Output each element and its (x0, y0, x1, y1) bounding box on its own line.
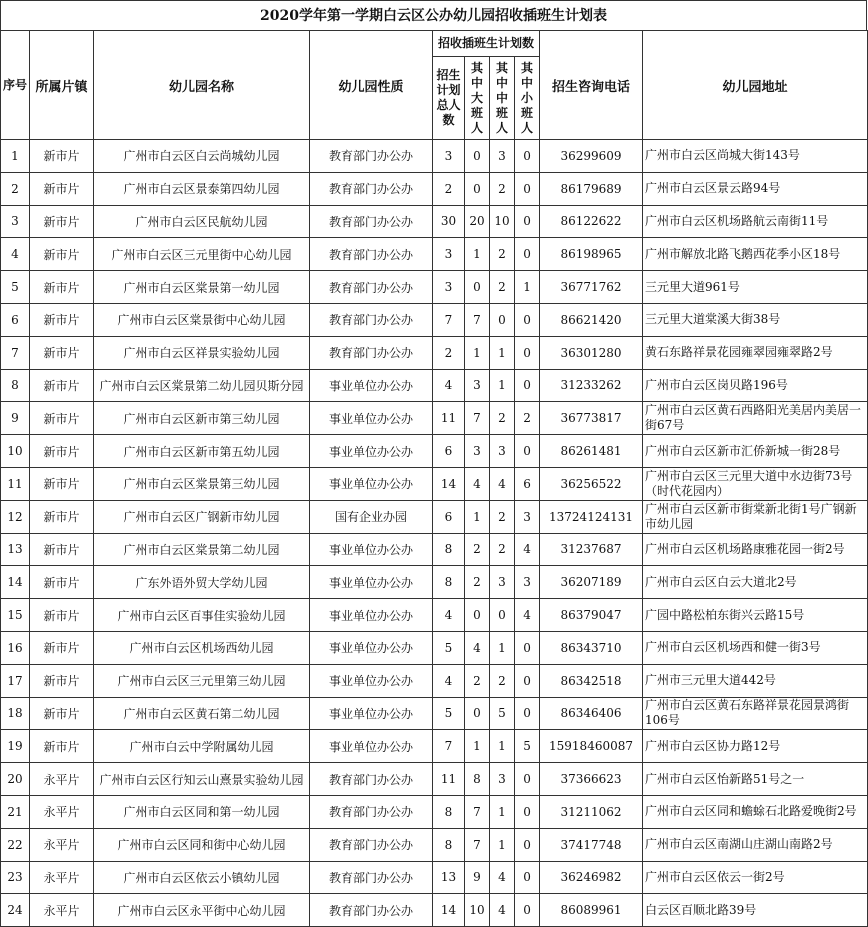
cell-nature: 事业单位办公办 (310, 402, 433, 435)
cell-name: 广东外语外贸大学幼儿园 (94, 566, 310, 599)
cell-name: 广州市白云区棠景第一幼儿园 (94, 271, 310, 304)
cell-nature: 教育部门办公办 (310, 140, 433, 173)
cell-seq: 21 (1, 795, 30, 828)
cell-small: 0 (515, 828, 540, 861)
cell-nature: 教育部门办公办 (310, 303, 433, 336)
header-total: 招生计划总人数 (433, 57, 465, 140)
cell-phone: 36299609 (540, 140, 643, 173)
cell-name: 广州市白云区黄石第二幼儿园 (94, 697, 310, 730)
cell-mid: 1 (490, 730, 515, 763)
cell-nature: 教育部门办公办 (310, 172, 433, 205)
header-mid: 其中中班人 (490, 57, 515, 140)
cell-mid: 5 (490, 697, 515, 730)
cell-big: 7 (465, 828, 490, 861)
cell-total: 7 (433, 730, 465, 763)
cell-name: 广州市白云区棠景第二幼儿园 (94, 533, 310, 566)
cell-name: 广州市白云区依云小镇幼儿园 (94, 861, 310, 894)
cell-seq: 4 (1, 238, 30, 271)
cell-small: 4 (515, 533, 540, 566)
cell-address: 广州市解放北路飞鹅西花季小区18号 (643, 238, 868, 271)
cell-seq: 14 (1, 566, 30, 599)
cell-name: 广州市白云区同和街中心幼儿园 (94, 828, 310, 861)
cell-small: 0 (515, 303, 540, 336)
cell-nature: 事业单位办公办 (310, 369, 433, 402)
cell-town: 永平片 (30, 795, 94, 828)
cell-total: 5 (433, 697, 465, 730)
cell-total: 14 (433, 894, 465, 927)
cell-seq: 3 (1, 205, 30, 238)
cell-phone: 31237687 (540, 533, 643, 566)
cell-town: 新市片 (30, 172, 94, 205)
cell-nature: 教育部门办公办 (310, 795, 433, 828)
cell-mid: 2 (490, 664, 515, 697)
cell-name: 广州市白云区景泰第四幼儿园 (94, 172, 310, 205)
cell-seq: 16 (1, 631, 30, 664)
cell-address: 广州市白云区机场路航云南街11号 (643, 205, 868, 238)
cell-mid: 3 (490, 140, 515, 173)
cell-seq: 9 (1, 402, 30, 435)
cell-mid: 2 (490, 271, 515, 304)
cell-phone: 86379047 (540, 599, 643, 632)
cell-town: 永平片 (30, 763, 94, 796)
cell-big: 9 (465, 861, 490, 894)
cell-big: 1 (465, 730, 490, 763)
cell-mid: 10 (490, 205, 515, 238)
cell-name: 广州市白云区新市第五幼儿园 (94, 435, 310, 468)
cell-phone: 37366623 (540, 763, 643, 796)
cell-address: 广州市白云区尚城大街143号 (643, 140, 868, 173)
table-row (1, 828, 868, 861)
table-row (1, 763, 868, 796)
cell-name: 广州市白云区棠景第三幼儿园 (94, 467, 310, 500)
cell-mid: 2 (490, 238, 515, 271)
cell-small: 2 (515, 402, 540, 435)
cell-name: 广州市白云区机场西幼儿园 (94, 631, 310, 664)
table-row (1, 369, 868, 402)
cell-address: 广州市白云区黄石东路祥景花园景鸿街106号 (643, 697, 868, 730)
cell-big: 20 (465, 205, 490, 238)
cell-total: 13 (433, 861, 465, 894)
table-row (1, 697, 868, 730)
cell-small: 0 (515, 795, 540, 828)
cell-big: 0 (465, 599, 490, 632)
cell-town: 新市片 (30, 271, 94, 304)
cell-phone: 86343710 (540, 631, 643, 664)
header-address: 幼儿园地址 (643, 31, 868, 140)
cell-total: 6 (433, 500, 465, 533)
cell-address: 广州市白云区协力路12号 (643, 730, 868, 763)
cell-town: 新市片 (30, 205, 94, 238)
cell-phone: 86261481 (540, 435, 643, 468)
cell-name: 广州市白云区永平街中心幼儿园 (94, 894, 310, 927)
cell-mid: 1 (490, 369, 515, 402)
cell-nature: 事业单位办公办 (310, 664, 433, 697)
cell-seq: 22 (1, 828, 30, 861)
cell-phone: 86179689 (540, 172, 643, 205)
cell-big: 0 (465, 140, 490, 173)
cell-name: 广州市白云区新市第三幼儿园 (94, 402, 310, 435)
cell-nature: 事业单位办公办 (310, 631, 433, 664)
cell-name: 广州市白云区民航幼儿园 (94, 205, 310, 238)
table-row (1, 566, 868, 599)
cell-mid: 0 (490, 599, 515, 632)
cell-phone: 86198965 (540, 238, 643, 271)
cell-small: 0 (515, 172, 540, 205)
cell-phone: 86346406 (540, 697, 643, 730)
cell-nature: 国有企业办园 (310, 500, 433, 533)
cell-town: 新市片 (30, 631, 94, 664)
cell-town: 新市片 (30, 303, 94, 336)
cell-town: 永平片 (30, 828, 94, 861)
cell-address: 黄石东路祥景花园雍翠园雍翠路2号 (643, 336, 868, 369)
cell-big: 0 (465, 172, 490, 205)
header-small: 其中小班人 (515, 57, 540, 140)
cell-address: 三元里大道961号 (643, 271, 868, 304)
table-row (1, 140, 868, 173)
cell-total: 14 (433, 467, 465, 500)
cell-total: 3 (433, 140, 465, 173)
cell-phone: 31211062 (540, 795, 643, 828)
header-town: 所属片镇 (30, 31, 94, 140)
cell-nature: 教育部门办公办 (310, 238, 433, 271)
cell-mid: 1 (490, 795, 515, 828)
cell-seq: 7 (1, 336, 30, 369)
cell-phone: 31233262 (540, 369, 643, 402)
header-seq: 序号 (1, 31, 30, 140)
cell-total: 8 (433, 828, 465, 861)
cell-nature: 教育部门办公办 (310, 763, 433, 796)
cell-seq: 20 (1, 763, 30, 796)
cell-total: 11 (433, 402, 465, 435)
cell-small: 0 (515, 238, 540, 271)
cell-total: 4 (433, 599, 465, 632)
cell-phone: 86342518 (540, 664, 643, 697)
cell-seq: 17 (1, 664, 30, 697)
cell-name: 广州市白云区行知云山熹景实验幼儿园 (94, 763, 310, 796)
cell-mid: 3 (490, 566, 515, 599)
cell-name: 广州市白云中学附属幼儿园 (94, 730, 310, 763)
cell-seq: 13 (1, 533, 30, 566)
cell-nature: 事业单位办公办 (310, 599, 433, 632)
cell-seq: 2 (1, 172, 30, 205)
cell-big: 4 (465, 467, 490, 500)
cell-address: 广州市白云区三元里大道中水边街73号（时代花园内） (643, 467, 868, 500)
cell-mid: 1 (490, 631, 515, 664)
cell-nature: 事业单位办公办 (310, 697, 433, 730)
cell-total: 11 (433, 763, 465, 796)
cell-address: 广州市白云区白云大道北2号 (643, 566, 868, 599)
cell-mid: 0 (490, 303, 515, 336)
cell-seq: 15 (1, 599, 30, 632)
cell-address: 广州市白云区怡新路51号之一 (643, 763, 868, 796)
cell-nature: 事业单位办公办 (310, 730, 433, 763)
cell-name: 广州市白云区三元里街中心幼儿园 (94, 238, 310, 271)
cell-small: 3 (515, 566, 540, 599)
cell-town: 新市片 (30, 500, 94, 533)
cell-phone: 86089961 (540, 894, 643, 927)
cell-seq: 5 (1, 271, 30, 304)
cell-address: 广州市白云区岗贝路196号 (643, 369, 868, 402)
cell-town: 新市片 (30, 533, 94, 566)
cell-total: 4 (433, 369, 465, 402)
cell-big: 1 (465, 336, 490, 369)
table-row (1, 730, 868, 763)
cell-phone: 86122622 (540, 205, 643, 238)
cell-address: 广州市白云区南湖山庄湖山南路2号 (643, 828, 868, 861)
cell-seq: 11 (1, 467, 30, 500)
cell-small: 0 (515, 205, 540, 238)
cell-town: 新市片 (30, 730, 94, 763)
cell-small: 0 (515, 369, 540, 402)
cell-mid: 2 (490, 500, 515, 533)
table-row (1, 894, 868, 927)
table-row (1, 599, 868, 632)
cell-phone: 13724124131 (540, 500, 643, 533)
cell-big: 3 (465, 369, 490, 402)
cell-big: 0 (465, 697, 490, 730)
header-big: 其中大班人 (465, 57, 490, 140)
cell-phone: 36301280 (540, 336, 643, 369)
cell-small: 0 (515, 861, 540, 894)
table-row (1, 500, 868, 533)
cell-town: 新市片 (30, 599, 94, 632)
cell-nature: 教育部门办公办 (310, 861, 433, 894)
cell-nature: 事业单位办公办 (310, 566, 433, 599)
cell-mid: 2 (490, 172, 515, 205)
table-row (1, 303, 868, 336)
cell-phone: 36207189 (540, 566, 643, 599)
cell-total: 2 (433, 336, 465, 369)
cell-address: 广州市白云区景云路94号 (643, 172, 868, 205)
cell-town: 新市片 (30, 664, 94, 697)
cell-mid: 4 (490, 861, 515, 894)
cell-mid: 2 (490, 533, 515, 566)
cell-address: 广州市白云区同和蟾蜍石北路爱晚街2号 (643, 795, 868, 828)
cell-town: 新市片 (30, 369, 94, 402)
cell-name: 广州市白云区棠景街中心幼儿园 (94, 303, 310, 336)
cell-small: 4 (515, 599, 540, 632)
cell-nature: 教育部门办公办 (310, 336, 433, 369)
cell-address: 三元里大道棠溪大街38号 (643, 303, 868, 336)
cell-seq: 23 (1, 861, 30, 894)
cell-address: 广州市白云区依云一街2号 (643, 861, 868, 894)
cell-mid: 3 (490, 763, 515, 796)
cell-mid: 4 (490, 467, 515, 500)
cell-name: 广州市白云区祥景实验幼儿园 (94, 336, 310, 369)
cell-town: 新市片 (30, 336, 94, 369)
table-row (1, 435, 868, 468)
table-row (1, 533, 868, 566)
cell-nature: 事业单位办公办 (310, 435, 433, 468)
cell-mid: 1 (490, 828, 515, 861)
cell-mid: 2 (490, 402, 515, 435)
header-phone: 招生咨询电话 (540, 31, 643, 140)
cell-small: 0 (515, 140, 540, 173)
cell-phone: 36246982 (540, 861, 643, 894)
cell-address: 广州市白云区黄石西路阳光美居内美居一街67号 (643, 402, 868, 435)
cell-name: 广州市白云区三元里第三幼儿园 (94, 664, 310, 697)
table-row (1, 172, 868, 205)
cell-phone: 86621420 (540, 303, 643, 336)
cell-mid: 1 (490, 336, 515, 369)
table-row (1, 861, 868, 894)
table-row (1, 631, 868, 664)
cell-big: 1 (465, 238, 490, 271)
cell-name: 广州市白云区广钢新市幼儿园 (94, 500, 310, 533)
table-row (1, 467, 868, 500)
cell-total: 3 (433, 271, 465, 304)
cell-address: 广州市白云区新市汇侨新城一街28号 (643, 435, 868, 468)
cell-mid: 4 (490, 894, 515, 927)
cell-big: 7 (465, 402, 490, 435)
cell-total: 7 (433, 303, 465, 336)
cell-big: 10 (465, 894, 490, 927)
cell-nature: 教育部门办公办 (310, 271, 433, 304)
cell-name: 广州市白云区同和第一幼儿园 (94, 795, 310, 828)
cell-town: 新市片 (30, 402, 94, 435)
cell-address: 广州市白云区机场西和健一街3号 (643, 631, 868, 664)
cell-name: 广州市白云区棠景第二幼儿园贝斯分园 (94, 369, 310, 402)
table-row (1, 238, 868, 271)
cell-total: 2 (433, 172, 465, 205)
header-name: 幼儿园名称 (94, 31, 310, 140)
cell-big: 3 (465, 435, 490, 468)
cell-address: 广州市三元里大道442号 (643, 664, 868, 697)
cell-phone: 36771762 (540, 271, 643, 304)
cell-small: 3 (515, 500, 540, 533)
cell-small: 0 (515, 664, 540, 697)
header-nature: 幼儿园性质 (310, 31, 433, 140)
cell-small: 6 (515, 467, 540, 500)
cell-small: 0 (515, 631, 540, 664)
table-row (1, 205, 868, 238)
cell-seq: 10 (1, 435, 30, 468)
cell-small: 1 (515, 271, 540, 304)
cell-address: 白云区百顺北路39号 (643, 894, 868, 927)
cell-town: 永平片 (30, 894, 94, 927)
cell-small: 0 (515, 435, 540, 468)
cell-town: 新市片 (30, 566, 94, 599)
cell-name: 广州市白云区白云尚城幼儿园 (94, 140, 310, 173)
cell-nature: 事业单位办公办 (310, 467, 433, 500)
cell-phone: 36773817 (540, 402, 643, 435)
cell-total: 8 (433, 533, 465, 566)
cell-big: 7 (465, 303, 490, 336)
cell-town: 永平片 (30, 861, 94, 894)
page-title: 2020学年第一学期白云区公办幼儿园招收插班生计划表 (0, 0, 867, 30)
cell-town: 新市片 (30, 697, 94, 730)
cell-town: 新市片 (30, 467, 94, 500)
cell-small: 0 (515, 336, 540, 369)
cell-big: 8 (465, 763, 490, 796)
cell-big: 0 (465, 271, 490, 304)
cell-phone: 37417748 (540, 828, 643, 861)
cell-name: 广州市白云区百事佳实验幼儿园 (94, 599, 310, 632)
cell-phone: 36256522 (540, 467, 643, 500)
cell-address: 广园中路松柏东街兴云路15号 (643, 599, 868, 632)
table-row (1, 795, 868, 828)
cell-mid: 3 (490, 435, 515, 468)
cell-total: 5 (433, 631, 465, 664)
cell-seq: 24 (1, 894, 30, 927)
cell-small: 0 (515, 697, 540, 730)
cell-total: 8 (433, 566, 465, 599)
cell-address: 广州市白云区机场路康雅花园一街2号 (643, 533, 868, 566)
cell-total: 30 (433, 205, 465, 238)
cell-big: 2 (465, 566, 490, 599)
cell-town: 新市片 (30, 140, 94, 173)
cell-total: 8 (433, 795, 465, 828)
table-row (1, 336, 868, 369)
cell-total: 6 (433, 435, 465, 468)
cell-seq: 8 (1, 369, 30, 402)
table-row (1, 402, 868, 435)
cell-town: 新市片 (30, 435, 94, 468)
cell-small: 0 (515, 894, 540, 927)
cell-big: 2 (465, 664, 490, 697)
cell-big: 4 (465, 631, 490, 664)
cell-seq: 12 (1, 500, 30, 533)
cell-total: 3 (433, 238, 465, 271)
table-row (1, 664, 868, 697)
cell-big: 1 (465, 500, 490, 533)
table-row (1, 271, 868, 304)
cell-total: 4 (433, 664, 465, 697)
cell-seq: 18 (1, 697, 30, 730)
cell-seq: 6 (1, 303, 30, 336)
cell-seq: 19 (1, 730, 30, 763)
cell-big: 2 (465, 533, 490, 566)
cell-small: 5 (515, 730, 540, 763)
cell-phone: 15918460087 (540, 730, 643, 763)
cell-nature: 教育部门办公办 (310, 894, 433, 927)
cell-nature: 事业单位办公办 (310, 533, 433, 566)
enrollment-table (0, 30, 868, 927)
cell-nature: 教育部门办公办 (310, 205, 433, 238)
cell-small: 0 (515, 763, 540, 796)
cell-nature: 教育部门办公办 (310, 828, 433, 861)
cell-seq: 1 (1, 140, 30, 173)
cell-town: 新市片 (30, 238, 94, 271)
header-plan-group: 招收插班生计划数 (433, 31, 540, 57)
cell-address: 广州市白云区新市街棠新北街1号广钢新市幼儿园 (643, 500, 868, 533)
cell-big: 7 (465, 795, 490, 828)
